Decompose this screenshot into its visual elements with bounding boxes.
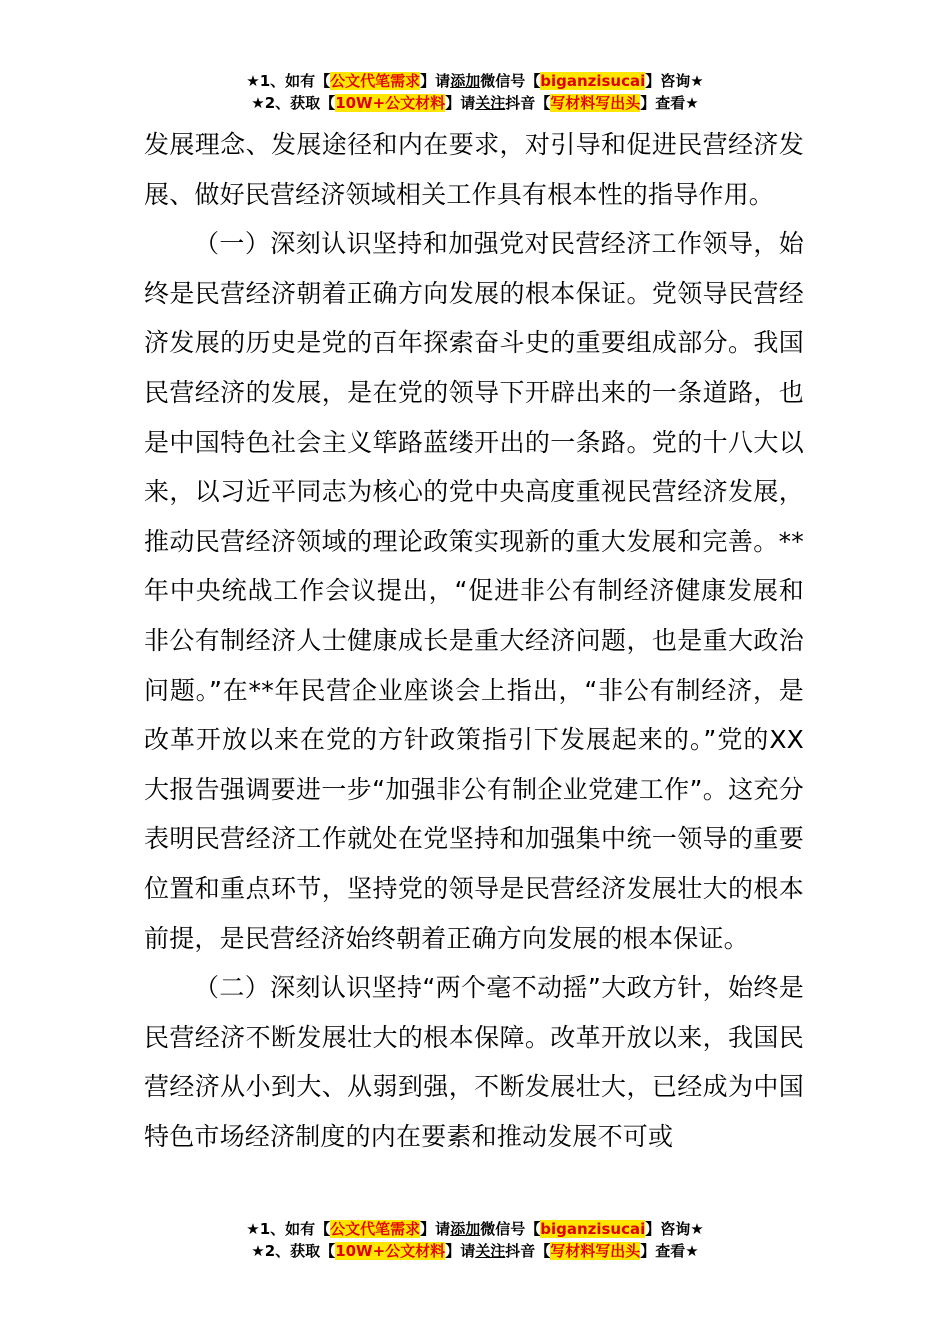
- promo-banner-bottom: [0, 1218, 950, 1262]
- promo-line-2: ★2、获取【10W+公文材料】请关注抖音【写材料写出头】查看★: [251, 1242, 699, 1260]
- paragraph-continuation: 发展理念、发展途径和内在要求，对引导和促进民营经济发展、做好民营经济领域相关工作具有根本性的指导作用。: [144, 130, 804, 209]
- highlight-materials: 10W+公文材料: [335, 1242, 446, 1260]
- promo-line-1: ★1、如有【公文代笔需求】请添加微信号【biganzisucai】咨询★: [246, 1220, 704, 1238]
- highlight-service: 公文代笔需求: [330, 1220, 421, 1238]
- document-body: [144, 120, 804, 1161]
- highlight-wechat-id: biganzisucai: [540, 72, 646, 90]
- promo-line-1: ★1、如有【公文代笔需求】请添加微信号【biganzisucai】咨询★: [246, 72, 704, 90]
- highlight-wechat-id: biganzisucai: [540, 1220, 646, 1238]
- highlight-service: 公文代笔需求: [330, 72, 421, 90]
- paragraph-section-1: （一）深刻认识坚持和加强党对民营经济工作领导，始终是民营经济朝着正确方向发展的根本保证。党领导民营经济发展的历史是党的百年探索奋斗史的重要组成部分。我国民营经济的发展，是在党的领导下开辟出来的一条道路，也是中国特色社会主义筚路蓝缕开出的一条路。党的十八大以来，以习近平同志为核心的党中央高度重视民营经济发展，推动民营经济领域的理论政策实现新的重大发展和完善。**年中央统战工作会议提出，“促进非公有制经济健康发展和非公有制经济人士健康成长是重大经济问题，也是重大政治问题。”在**年民营企业座谈会上指出，“非公有制经济，是改革开放以来在党的方针政策指引下发展起来的。”党的XX大报告强调要进一步“加强非公有制企业党建工作”。这充分表明民营经济工作就处在党坚持和加强集中统一领导的重要位置和重点环节，坚持党的领导是民营经济发展壮大的根本前提，是民营经济始终朝着正确方向发展的根本保证。: [144, 229, 804, 953]
- promo-banner-top: [0, 70, 950, 114]
- paragraph-section-2: （二）深刻认识坚持“两个毫不动摇”大政方针，始终是民营经济不断发展壮大的根本保障。改革开放以来，我国民营经济从小到大、从弱到强，不断发展壮大，已经成为中国特色市场经济制度的内在要素和推动发展不可或: [144, 973, 804, 1151]
- highlight-materials: 10W+公文材料: [335, 94, 446, 112]
- highlight-douyin-account: 写材料写出头: [550, 1242, 641, 1260]
- highlight-douyin-account: 写材料写出头: [550, 94, 641, 112]
- promo-line-2: ★2、获取【10W+公文材料】请关注抖音【写材料写出头】查看★: [251, 94, 699, 112]
